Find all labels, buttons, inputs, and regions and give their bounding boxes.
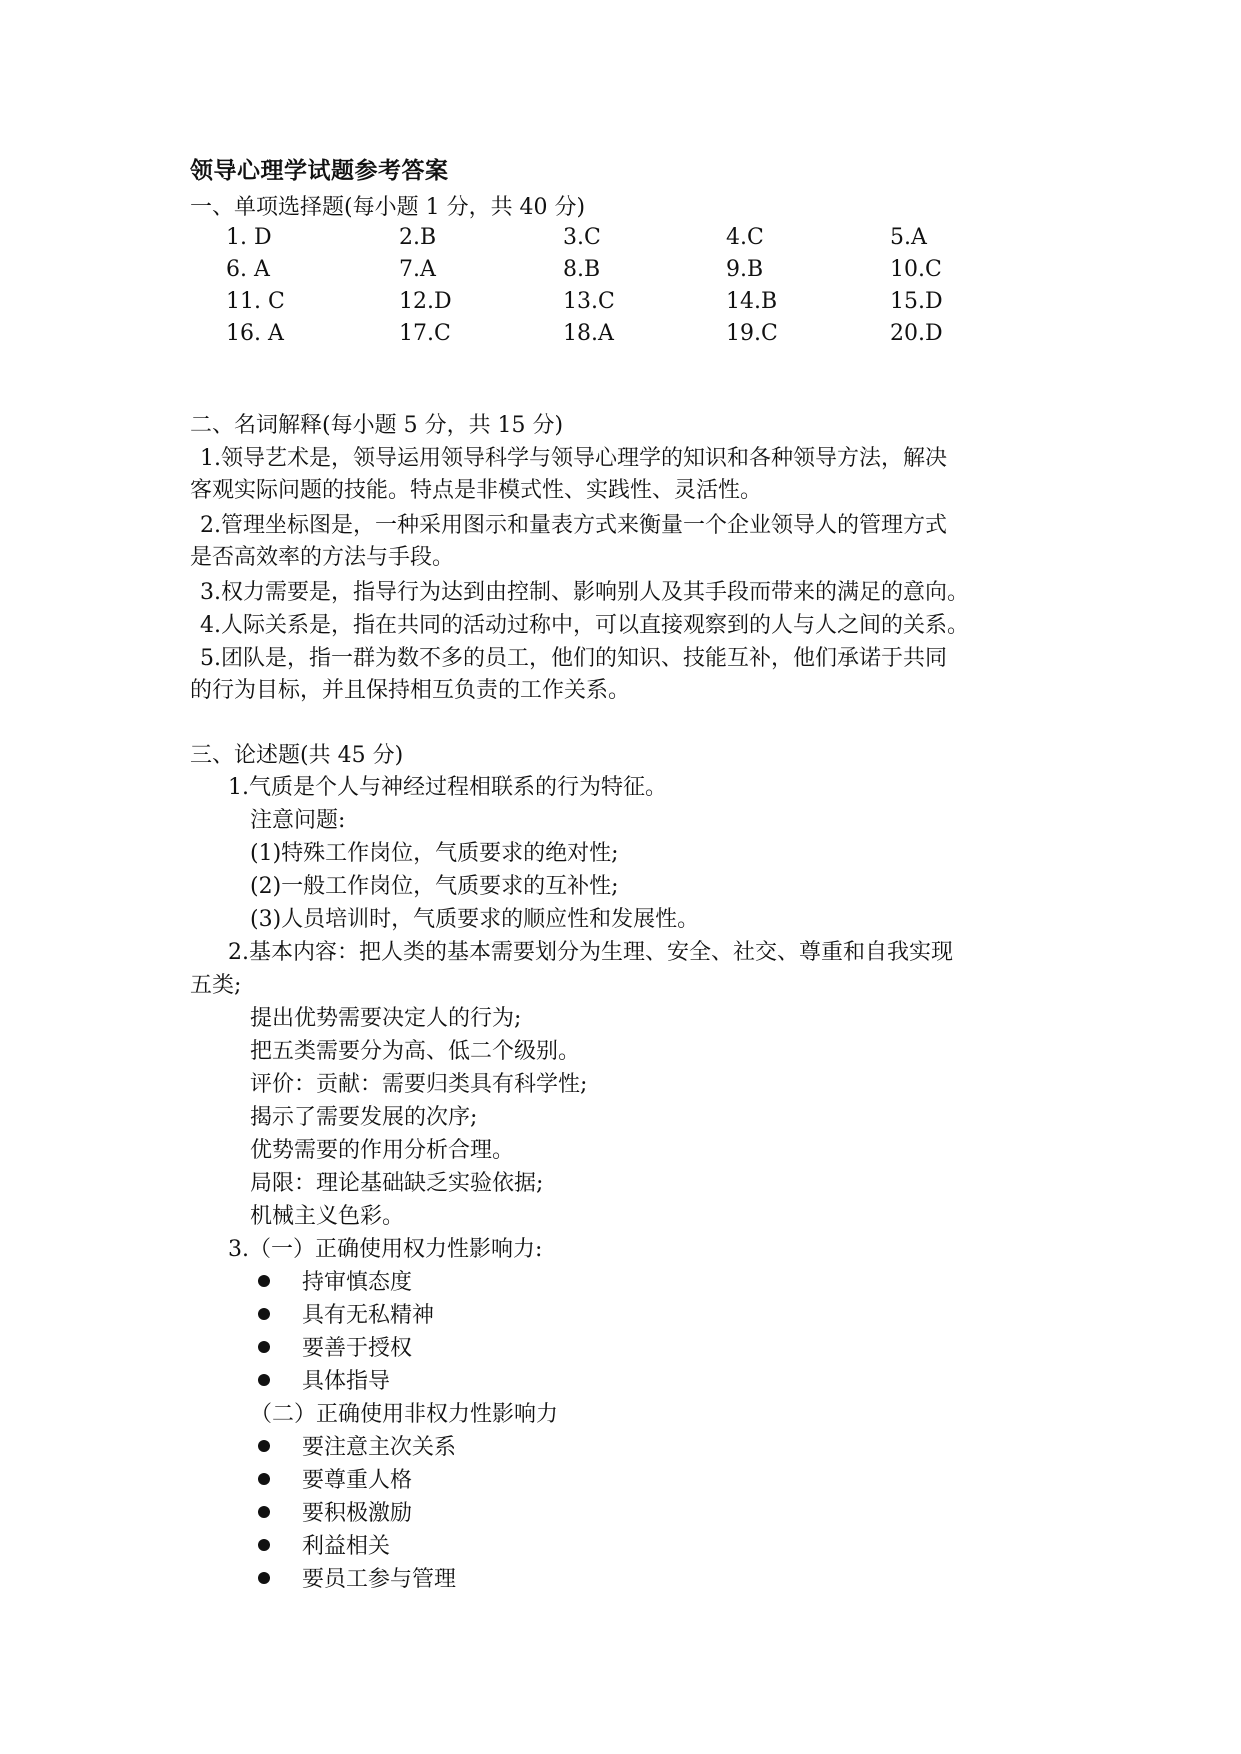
essay-3-bullet-1: 持审慎态度	[258, 1267, 412, 1299]
essay-3-bullet-6: 要尊重人格	[258, 1465, 412, 1497]
document-title: 领导心理学试题参考答案	[190, 157, 449, 184]
essay-1-point-1: (1)特殊工作岗位，气质要求的绝对性;	[250, 841, 619, 866]
bullet-icon	[258, 1572, 270, 1584]
essay-3-bullet-2: 具有无私精神	[258, 1300, 434, 1332]
essay-2-line-2: 五类;	[190, 973, 242, 998]
essay-2-item-1: 提出优势需要决定人的行为;	[250, 1006, 522, 1031]
answer-8: 8.B	[563, 257, 601, 282]
essay-3-bullet-8: 利益相关	[258, 1531, 390, 1563]
answer-16: 16. A	[226, 321, 284, 346]
bullet-icon	[258, 1374, 270, 1386]
essay-3-bullet-5: 要注意主次关系	[258, 1432, 456, 1464]
essay-2-line-1: 2.基本内容：把人类的基本需要划分为生理、安全、社交、尊重和自我实现	[228, 940, 953, 965]
answer-14: 14.B	[726, 289, 778, 314]
bullet-icon	[258, 1440, 270, 1452]
term-2-line-1: 2.管理坐标图是，一种采用图示和量表方式来衡量一个企业领导人的管理方式	[200, 513, 947, 538]
answer-6: 6. A	[226, 257, 270, 282]
term-3-line-1: 3.权力需要是，指导行为达到由控制、影响别人及其手段而带来的满足的意向。	[200, 580, 969, 605]
answer-12: 12.D	[399, 289, 452, 314]
term-2-line-2: 是否高效率的方法与手段。	[190, 545, 455, 570]
essay-3-bullet-4: 具体指导	[258, 1366, 390, 1398]
answer-19: 19.C	[726, 321, 778, 346]
answer-13: 13.C	[563, 289, 615, 314]
bullet-icon	[258, 1473, 270, 1485]
section1-heading: 一、单项选择题(每小题 1 分，共 40 分)	[190, 195, 586, 220]
bullet-icon	[258, 1308, 270, 1320]
answer-15: 15.D	[890, 289, 943, 314]
essay-2-item-5: 优势需要的作用分析合理。	[250, 1138, 515, 1163]
bullet-icon	[258, 1341, 270, 1353]
essay-2-item-4: 揭示了需要发展的次序;	[250, 1105, 478, 1130]
term-5-line-2: 的行为目标，并且保持相互负责的工作关系。	[190, 678, 631, 703]
essay-3-bullet-9: 要员工参与管理	[258, 1564, 456, 1596]
term-1-line-1: 1.领导艺术是，领导运用领导科学与领导心理学的知识和各种领导方法，解决	[200, 446, 947, 471]
section2-heading: 二、名词解释(每小题 5 分，共 15 分)	[190, 413, 564, 438]
essay-1-line: 1.气质是个人与神经过程相联系的行为特征。	[228, 775, 667, 800]
essay-2-item-6: 局限：理论基础缺乏实验依据;	[250, 1171, 544, 1196]
term-4-line-1: 4.人际关系是，指在共同的活动过称中，可以直接观察到的人与人之间的关系。	[200, 613, 969, 638]
essay-3-bullet-7: 要积极激励	[258, 1498, 412, 1530]
essay-3-bullet-3: 要善于授权	[258, 1333, 412, 1365]
answer-20: 20.D	[890, 321, 943, 346]
essay-2-item-2: 把五类需要分为高、低二个级别。	[250, 1039, 581, 1064]
term-5-line-1: 5.团队是，指一群为数不多的员工，他们的知识、技能互补，他们承诺于共同	[200, 646, 947, 671]
essay-1-point-2: (2)一般工作岗位，气质要求的互补性;	[250, 874, 619, 899]
answer-1: 1. D	[226, 225, 272, 250]
essay-2-item-7: 机械主义色彩。	[250, 1204, 405, 1229]
answer-9: 9.B	[726, 257, 764, 282]
essay-3-heading-2: （二）正确使用非权力性影响力	[250, 1402, 559, 1427]
answer-2: 2.B	[399, 225, 437, 250]
answer-3: 3.C	[563, 225, 601, 250]
essay-3-heading-1: 3.（一）正确使用权力性影响力:	[228, 1237, 543, 1262]
answer-17: 17.C	[399, 321, 451, 346]
term-1-line-2: 客观实际问题的技能。特点是非模式性、实践性、灵活性。	[190, 478, 763, 503]
bullet-icon	[258, 1506, 270, 1518]
section3-heading: 三、论述题(共 45 分)	[190, 743, 404, 768]
answer-10: 10.C	[890, 257, 942, 282]
answer-4: 4.C	[726, 225, 764, 250]
essay-1-point-3: (3)人员培训时，气质要求的顺应性和发展性。	[250, 907, 700, 932]
essay-1-note: 注意问题:	[250, 808, 346, 833]
answer-7: 7.A	[399, 257, 436, 282]
answer-11: 11. C	[226, 289, 285, 314]
bullet-icon	[258, 1539, 270, 1551]
answer-5: 5.A	[890, 225, 927, 250]
answer-18: 18.A	[563, 321, 614, 346]
essay-2-item-3: 评价：贡献：需要归类具有科学性;	[250, 1072, 588, 1097]
bullet-icon	[258, 1275, 270, 1287]
